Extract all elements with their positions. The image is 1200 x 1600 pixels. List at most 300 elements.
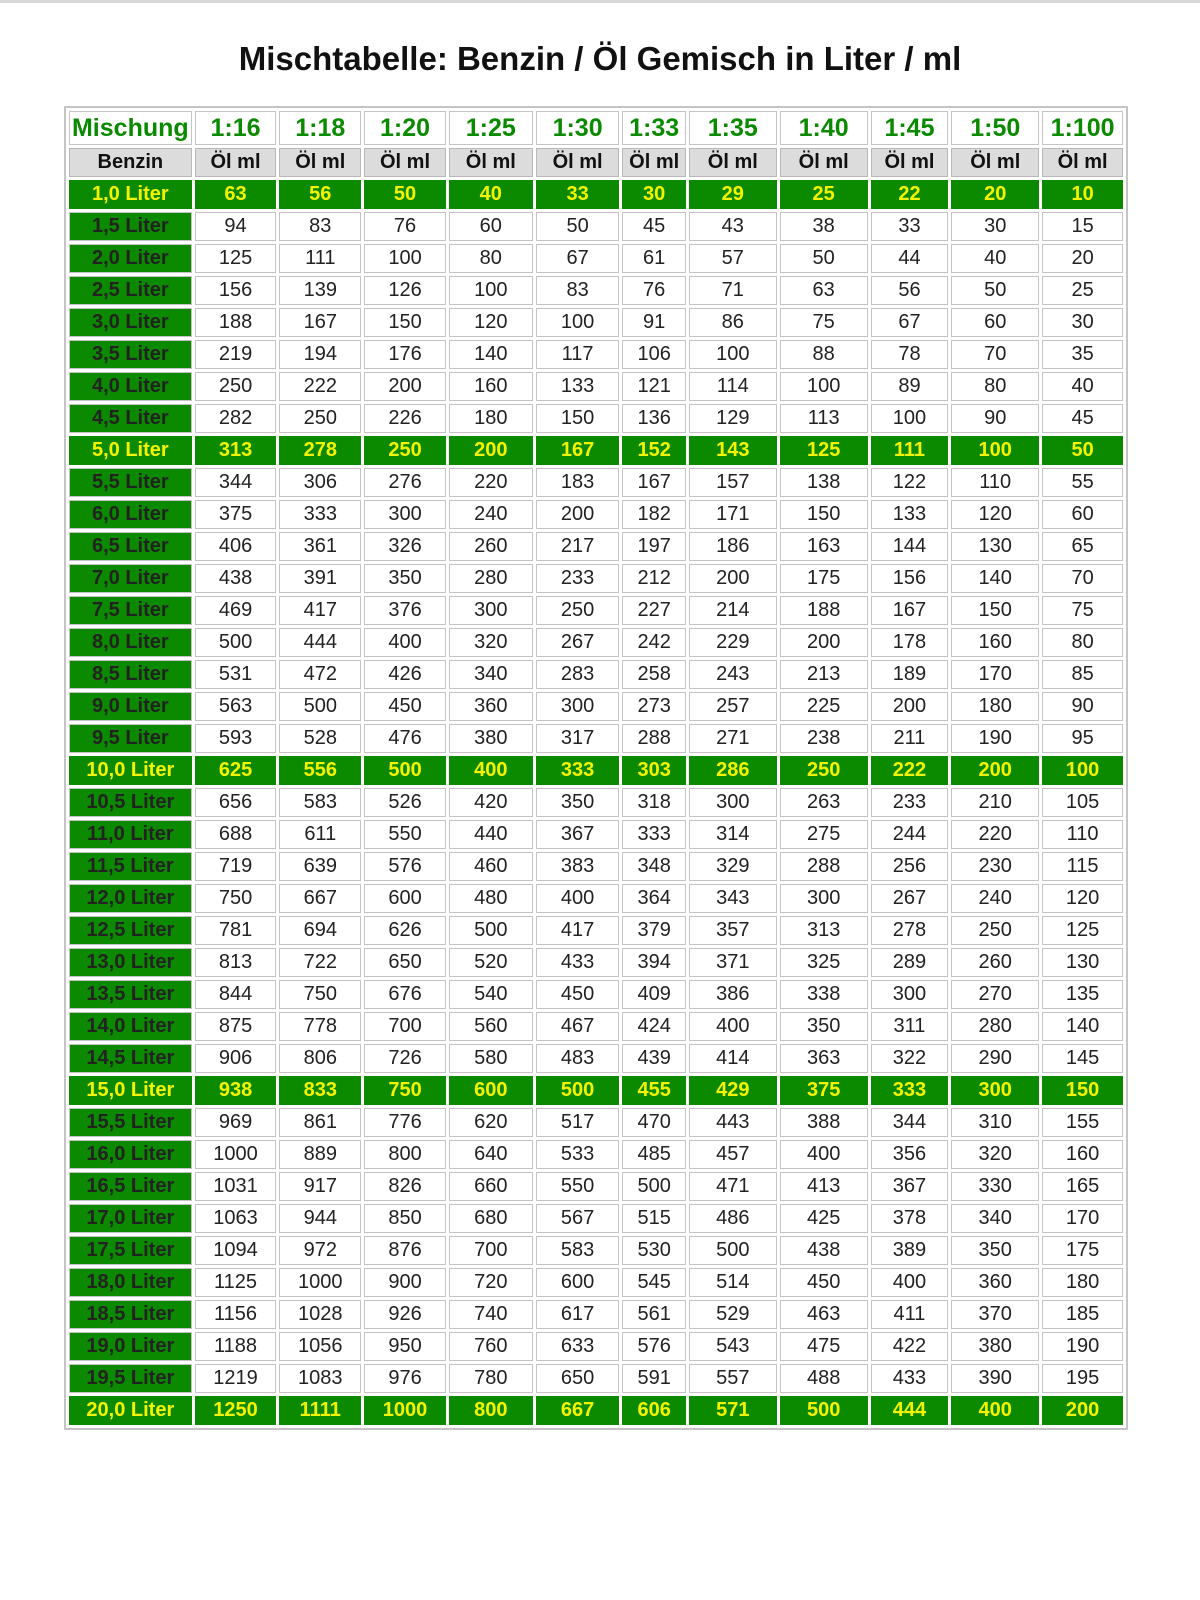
row-label: 5,5 Liter [69, 468, 192, 497]
table-cell: 611 [279, 820, 361, 849]
table-cell: 388 [780, 1108, 868, 1137]
table-cell: 1125 [195, 1268, 277, 1297]
table-row [69, 212, 1123, 241]
table-cell: 100 [449, 276, 533, 305]
table-cell: 180 [951, 692, 1039, 721]
table-cell: 826 [364, 1172, 446, 1201]
table-cell: 620 [449, 1108, 533, 1137]
row-label: 13,5 Liter [69, 980, 192, 1009]
unit-header: Öl ml [951, 148, 1039, 177]
ratio-header: 1:50 [951, 111, 1039, 145]
table-cell: 76 [364, 212, 446, 241]
table-cell: 367 [536, 820, 620, 849]
table-row [69, 724, 1123, 753]
table-cell: 220 [449, 468, 533, 497]
table-cell: 90 [951, 404, 1039, 433]
table-cell: 238 [780, 724, 868, 753]
table-cell: 282 [195, 404, 277, 433]
table-cell: 20 [1042, 244, 1123, 273]
table-row [69, 500, 1123, 529]
table-cell: 60 [951, 308, 1039, 337]
table-cell: 289 [871, 948, 949, 977]
table-cell: 100 [689, 340, 777, 369]
row-label: 12,5 Liter [69, 916, 192, 945]
table-cell: 357 [689, 916, 777, 945]
table-cell: 391 [279, 564, 361, 593]
table-cell: 183 [536, 468, 620, 497]
table-cell: 969 [195, 1108, 277, 1137]
table-cell: 56 [279, 180, 361, 209]
table-cell: 560 [449, 1012, 533, 1041]
table-cell: 500 [195, 628, 277, 657]
table-cell: 40 [951, 244, 1039, 273]
table-cell: 467 [536, 1012, 620, 1041]
table-cell: 125 [1042, 916, 1123, 945]
row-label: 20,0 Liter [69, 1396, 192, 1425]
table-cell: 400 [536, 884, 620, 913]
table-cell: 530 [622, 1236, 685, 1265]
row-label: 8,5 Liter [69, 660, 192, 689]
table-cell: 133 [871, 500, 949, 529]
row-label: 2,5 Liter [69, 276, 192, 305]
table-cell: 226 [364, 404, 446, 433]
table-cell: 475 [780, 1332, 868, 1361]
table-cell: 278 [871, 916, 949, 945]
table-cell: 471 [689, 1172, 777, 1201]
table-cell: 1056 [279, 1332, 361, 1361]
table-row [69, 564, 1123, 593]
table-cell: 776 [364, 1108, 446, 1137]
table-cell: 257 [689, 692, 777, 721]
table-cell: 280 [951, 1012, 1039, 1041]
table-cell: 1028 [279, 1300, 361, 1329]
table-cell: 267 [536, 628, 620, 657]
table-cell: 363 [780, 1044, 868, 1073]
table-cell: 213 [780, 660, 868, 689]
table-cell: 700 [364, 1012, 446, 1041]
table-cell: 300 [951, 1076, 1039, 1105]
table-cell: 600 [364, 884, 446, 913]
table-cell: 571 [689, 1396, 777, 1425]
table-cell: 278 [279, 436, 361, 465]
table-cell: 140 [951, 564, 1039, 593]
table-cell: 63 [195, 180, 277, 209]
table-cell: 972 [279, 1236, 361, 1265]
table-cell: 217 [536, 532, 620, 561]
table-row [69, 884, 1123, 913]
row-label: 18,5 Liter [69, 1300, 192, 1329]
table-cell: 781 [195, 916, 277, 945]
table-cell: 343 [689, 884, 777, 913]
table-cell: 200 [536, 500, 620, 529]
table-cell: 650 [536, 1364, 620, 1393]
table-cell: 438 [195, 564, 277, 593]
row-label: 7,0 Liter [69, 564, 192, 593]
table-cell: 593 [195, 724, 277, 753]
table-cell: 50 [364, 180, 446, 209]
table-cell: 480 [449, 884, 533, 913]
unit-header: Öl ml [449, 148, 533, 177]
table-cell: 344 [871, 1108, 949, 1137]
table-cell: 844 [195, 980, 277, 1009]
table-row [69, 340, 1123, 369]
table-row [69, 980, 1123, 1009]
row-label: 9,0 Liter [69, 692, 192, 721]
table-cell: 155 [1042, 1108, 1123, 1137]
table-cell: 242 [622, 628, 685, 657]
table-cell: 375 [780, 1076, 868, 1105]
table-cell: 406 [195, 532, 277, 561]
table-cell: 130 [951, 532, 1039, 561]
row-label: 4,0 Liter [69, 372, 192, 401]
table-cell: 250 [536, 596, 620, 625]
table-cell: 375 [195, 500, 277, 529]
table-cell: 325 [780, 948, 868, 977]
table-cell: 371 [689, 948, 777, 977]
table-cell: 376 [364, 596, 446, 625]
table-cell: 44 [871, 244, 949, 273]
table-cell: 180 [1042, 1268, 1123, 1297]
table-cell: 56 [871, 276, 949, 305]
table-cell: 740 [449, 1300, 533, 1329]
table-row [69, 1044, 1123, 1073]
table-cell: 531 [195, 660, 277, 689]
table-cell: 900 [364, 1268, 446, 1297]
table-cell: 167 [622, 468, 685, 497]
table-cell: 926 [364, 1300, 446, 1329]
table-cell: 43 [689, 212, 777, 241]
table-cell: 188 [195, 308, 277, 337]
table-cell: 367 [871, 1172, 949, 1201]
table-row [69, 692, 1123, 721]
row-label: 14,0 Liter [69, 1012, 192, 1041]
table-cell: 750 [195, 884, 277, 913]
table-cell: 67 [871, 308, 949, 337]
table-cell: 529 [689, 1300, 777, 1329]
row-label: 4,5 Liter [69, 404, 192, 433]
row-label: 9,5 Liter [69, 724, 192, 753]
table-cell: 330 [951, 1172, 1039, 1201]
table-cell: 500 [689, 1236, 777, 1265]
table-cell: 50 [780, 244, 868, 273]
table-cell: 100 [871, 404, 949, 433]
table-cell: 680 [449, 1204, 533, 1233]
table-cell: 317 [536, 724, 620, 753]
table-cell: 486 [689, 1204, 777, 1233]
table-cell: 150 [780, 500, 868, 529]
table-cell: 722 [279, 948, 361, 977]
table-cell: 139 [279, 276, 361, 305]
table-cell: 333 [279, 500, 361, 529]
table-cell: 556 [279, 756, 361, 785]
table-cell: 200 [1042, 1396, 1123, 1425]
table-cell: 114 [689, 372, 777, 401]
table-row [69, 532, 1123, 561]
table-cell: 70 [951, 340, 1039, 369]
table-cell: 244 [871, 820, 949, 849]
table-cell: 120 [449, 308, 533, 337]
table-row [69, 596, 1123, 625]
row-label: 12,0 Liter [69, 884, 192, 913]
table-cell: 606 [622, 1396, 685, 1425]
table-cell: 889 [279, 1140, 361, 1169]
table-cell: 500 [622, 1172, 685, 1201]
table-cell: 200 [871, 692, 949, 721]
table-cell: 875 [195, 1012, 277, 1041]
table-cell: 175 [1042, 1236, 1123, 1265]
table-cell: 310 [951, 1108, 1039, 1137]
table-cell: 700 [449, 1236, 533, 1265]
ratio-header: 1:40 [780, 111, 868, 145]
table-cell: 520 [449, 948, 533, 977]
table-cell: 260 [449, 532, 533, 561]
table-cell: 80 [951, 372, 1039, 401]
table-cell: 1188 [195, 1332, 277, 1361]
table-cell: 120 [1042, 884, 1123, 913]
table-cell: 443 [689, 1108, 777, 1137]
unit-header: Öl ml [622, 148, 685, 177]
unit-header: Öl ml [195, 148, 277, 177]
row-label: 16,5 Liter [69, 1172, 192, 1201]
table-cell: 533 [536, 1140, 620, 1169]
table-cell: 800 [449, 1396, 533, 1425]
table-cell: 340 [449, 660, 533, 689]
ratio-header: 1:30 [536, 111, 620, 145]
table-cell: 438 [780, 1236, 868, 1265]
table-cell: 70 [1042, 564, 1123, 593]
table-cell: 813 [195, 948, 277, 977]
table-cell: 195 [1042, 1364, 1123, 1393]
table-cell: 667 [279, 884, 361, 913]
table-body [69, 180, 1123, 1425]
table-cell: 500 [279, 692, 361, 721]
table-cell: 550 [364, 820, 446, 849]
table-cell: 256 [871, 852, 949, 881]
table-cell: 472 [279, 660, 361, 689]
table-cell: 40 [1042, 372, 1123, 401]
row-label: 6,5 Liter [69, 532, 192, 561]
table-cell: 557 [689, 1364, 777, 1393]
table-cell: 190 [951, 724, 1039, 753]
table-row [69, 1108, 1123, 1137]
ratio-header: 1:35 [689, 111, 777, 145]
table-cell: 326 [364, 532, 446, 561]
table-cell: 111 [279, 244, 361, 273]
table-row [69, 1076, 1123, 1105]
table-cell: 457 [689, 1140, 777, 1169]
table-cell: 250 [279, 404, 361, 433]
table-cell: 33 [536, 180, 620, 209]
table-cell: 113 [780, 404, 868, 433]
table-cell: 80 [1042, 628, 1123, 657]
table-cell: 1219 [195, 1364, 277, 1393]
table-cell: 350 [780, 1012, 868, 1041]
table-cell: 576 [364, 852, 446, 881]
table-cell: 29 [689, 180, 777, 209]
table-cell: 45 [1042, 404, 1123, 433]
row-label: 13,0 Liter [69, 948, 192, 977]
table-cell: 78 [871, 340, 949, 369]
table-cell: 778 [279, 1012, 361, 1041]
table-cell: 528 [279, 724, 361, 753]
ratio-header: 1:25 [449, 111, 533, 145]
table-cell: 750 [364, 1076, 446, 1105]
table-cell: 400 [951, 1396, 1039, 1425]
table-cell: 100 [1042, 756, 1123, 785]
table-row [69, 244, 1123, 273]
table-cell: 185 [1042, 1300, 1123, 1329]
table-cell: 360 [951, 1268, 1039, 1297]
table-row [69, 1364, 1123, 1393]
table-row [69, 180, 1123, 209]
table-cell: 95 [1042, 724, 1123, 753]
table-cell: 106 [622, 340, 685, 369]
table-row [69, 660, 1123, 689]
table-cell: 283 [536, 660, 620, 689]
corner-label: Mischung [69, 111, 192, 145]
table-cell: 100 [536, 308, 620, 337]
table-cell: 667 [536, 1396, 620, 1425]
table-cell: 60 [1042, 500, 1123, 529]
table-cell: 76 [622, 276, 685, 305]
table-cell: 563 [195, 692, 277, 721]
table-cell: 145 [1042, 1044, 1123, 1073]
table-cell: 125 [195, 244, 277, 273]
table-cell: 178 [871, 628, 949, 657]
row-label: 16,0 Liter [69, 1140, 192, 1169]
table-cell: 350 [951, 1236, 1039, 1265]
table-cell: 300 [536, 692, 620, 721]
table-cell: 500 [536, 1076, 620, 1105]
table-cell: 417 [279, 596, 361, 625]
table-cell: 806 [279, 1044, 361, 1073]
table-cell: 45 [622, 212, 685, 241]
table-cell: 94 [195, 212, 277, 241]
table-cell: 180 [449, 404, 533, 433]
table-cell: 422 [871, 1332, 949, 1361]
table-cell: 543 [689, 1332, 777, 1361]
table-cell: 38 [780, 212, 868, 241]
table-cell: 105 [1042, 788, 1123, 817]
table-row [69, 404, 1123, 433]
table-cell: 30 [622, 180, 685, 209]
table-row [69, 820, 1123, 849]
table-cell: 417 [536, 916, 620, 945]
table-cell: 63 [780, 276, 868, 305]
table-cell: 110 [1042, 820, 1123, 849]
table-cell: 450 [780, 1268, 868, 1297]
table-cell: 676 [364, 980, 446, 1009]
row-label: 1,5 Liter [69, 212, 192, 241]
table-cell: 409 [622, 980, 685, 1009]
ratio-header-row [69, 111, 1123, 145]
table-cell: 219 [195, 340, 277, 369]
table-cell: 267 [871, 884, 949, 913]
table-cell: 258 [622, 660, 685, 689]
row-label: 18,0 Liter [69, 1268, 192, 1297]
table-cell: 133 [536, 372, 620, 401]
table-cell: 150 [1042, 1076, 1123, 1105]
table-cell: 483 [536, 1044, 620, 1073]
table-cell: 300 [449, 596, 533, 625]
row-label: 14,5 Liter [69, 1044, 192, 1073]
row-label: 11,5 Liter [69, 852, 192, 881]
table-cell: 200 [689, 564, 777, 593]
table-cell: 356 [871, 1140, 949, 1169]
table-cell: 1000 [195, 1140, 277, 1169]
table-cell: 364 [622, 884, 685, 913]
table-cell: 230 [951, 852, 1039, 881]
table-cell: 617 [536, 1300, 620, 1329]
table-row [69, 1396, 1123, 1425]
table-cell: 229 [689, 628, 777, 657]
table-cell: 136 [622, 404, 685, 433]
table-cell: 190 [1042, 1332, 1123, 1361]
table-row [69, 1236, 1123, 1265]
table-cell: 35 [1042, 340, 1123, 369]
table-cell: 33 [871, 212, 949, 241]
table-cell: 340 [951, 1204, 1039, 1233]
unit-header: Öl ml [871, 148, 949, 177]
table-cell: 117 [536, 340, 620, 369]
table-cell: 500 [780, 1396, 868, 1425]
table-cell: 91 [622, 308, 685, 337]
table-cell: 976 [364, 1364, 446, 1393]
table-cell: 360 [449, 692, 533, 721]
table-row [69, 1300, 1123, 1329]
table-cell: 263 [780, 788, 868, 817]
table-cell: 424 [622, 1012, 685, 1041]
table-cell: 288 [780, 852, 868, 881]
table-cell: 150 [364, 308, 446, 337]
table-cell: 1156 [195, 1300, 277, 1329]
table-cell: 250 [364, 436, 446, 465]
table-cell: 311 [871, 1012, 949, 1041]
table-cell: 122 [871, 468, 949, 497]
table-cell: 86 [689, 308, 777, 337]
table-cell: 500 [364, 756, 446, 785]
table-cell: 576 [622, 1332, 685, 1361]
table-cell: 350 [364, 564, 446, 593]
table-cell: 186 [689, 532, 777, 561]
table-cell: 61 [622, 244, 685, 273]
row-label: 17,5 Liter [69, 1236, 192, 1265]
table-cell: 322 [871, 1044, 949, 1073]
row-label: 17,0 Liter [69, 1204, 192, 1233]
table-cell: 389 [871, 1236, 949, 1265]
table-cell: 121 [622, 372, 685, 401]
table-cell: 515 [622, 1204, 685, 1233]
table-cell: 150 [536, 404, 620, 433]
table-cell: 100 [780, 372, 868, 401]
table-cell: 57 [689, 244, 777, 273]
table-cell: 380 [449, 724, 533, 753]
table-cell: 420 [449, 788, 533, 817]
table-cell: 276 [364, 468, 446, 497]
table-cell: 350 [536, 788, 620, 817]
table-cell: 429 [689, 1076, 777, 1105]
ratio-header: 1:16 [195, 111, 277, 145]
table-cell: 250 [780, 756, 868, 785]
table-cell: 413 [780, 1172, 868, 1201]
table-cell: 188 [780, 596, 868, 625]
table-cell: 140 [1042, 1012, 1123, 1041]
table-cell: 197 [622, 532, 685, 561]
table-cell: 240 [449, 500, 533, 529]
table-row [69, 436, 1123, 465]
unit-header: Öl ml [364, 148, 446, 177]
table-cell: 170 [1042, 1204, 1123, 1233]
